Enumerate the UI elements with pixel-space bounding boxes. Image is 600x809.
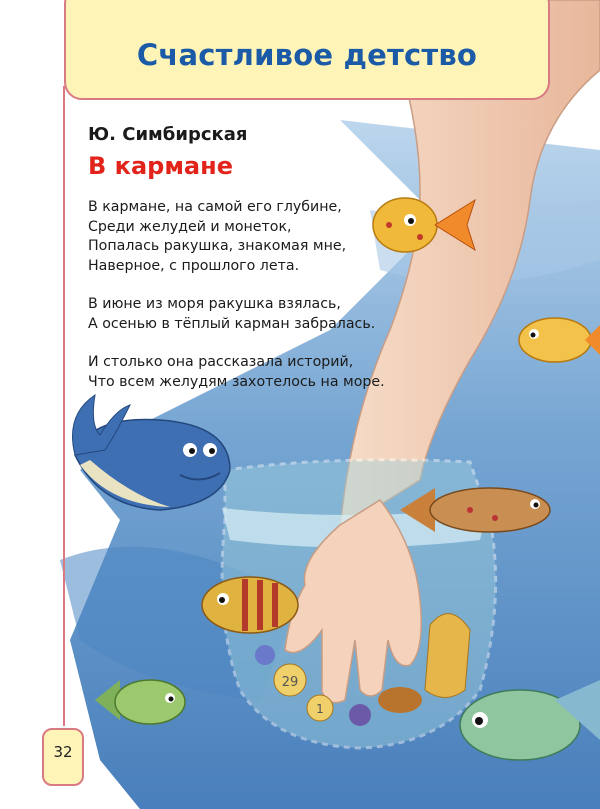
section-title: Счастливое детство — [136, 38, 478, 72]
page-number: 32 — [53, 743, 73, 761]
poem-line: Среди желудей и монеток, — [88, 218, 292, 235]
acorn — [378, 687, 422, 713]
poem-line: Что всем желудям захотелось на море. — [88, 373, 385, 390]
coin-label-1: 1 — [316, 702, 324, 716]
poem-line: Попалась ракушка, знакомая мне, — [88, 238, 347, 254]
shell — [425, 614, 470, 698]
poem-title: В кармане — [88, 152, 233, 180]
poem-line: В июне из моря ракушка взялась, — [88, 296, 341, 312]
stanza-2 — [88, 295, 408, 334]
striped-fish — [202, 577, 298, 633]
left-border-line — [63, 86, 65, 726]
poem-line: В кармане, на самой его глубине, — [88, 199, 342, 215]
stanza-1 — [88, 198, 408, 276]
poem-line: Наверное, с прошлого лета. — [88, 257, 300, 274]
coin-label-29: 29 — [281, 675, 299, 690]
stanza-3 — [88, 353, 408, 392]
poem-line: А осенью в тёплый карман забралась. — [88, 315, 376, 332]
poem-body — [88, 198, 408, 411]
poem-line: И столько она рассказала историй, — [88, 354, 354, 370]
poem-author: Ю. Симбирская — [88, 124, 248, 145]
